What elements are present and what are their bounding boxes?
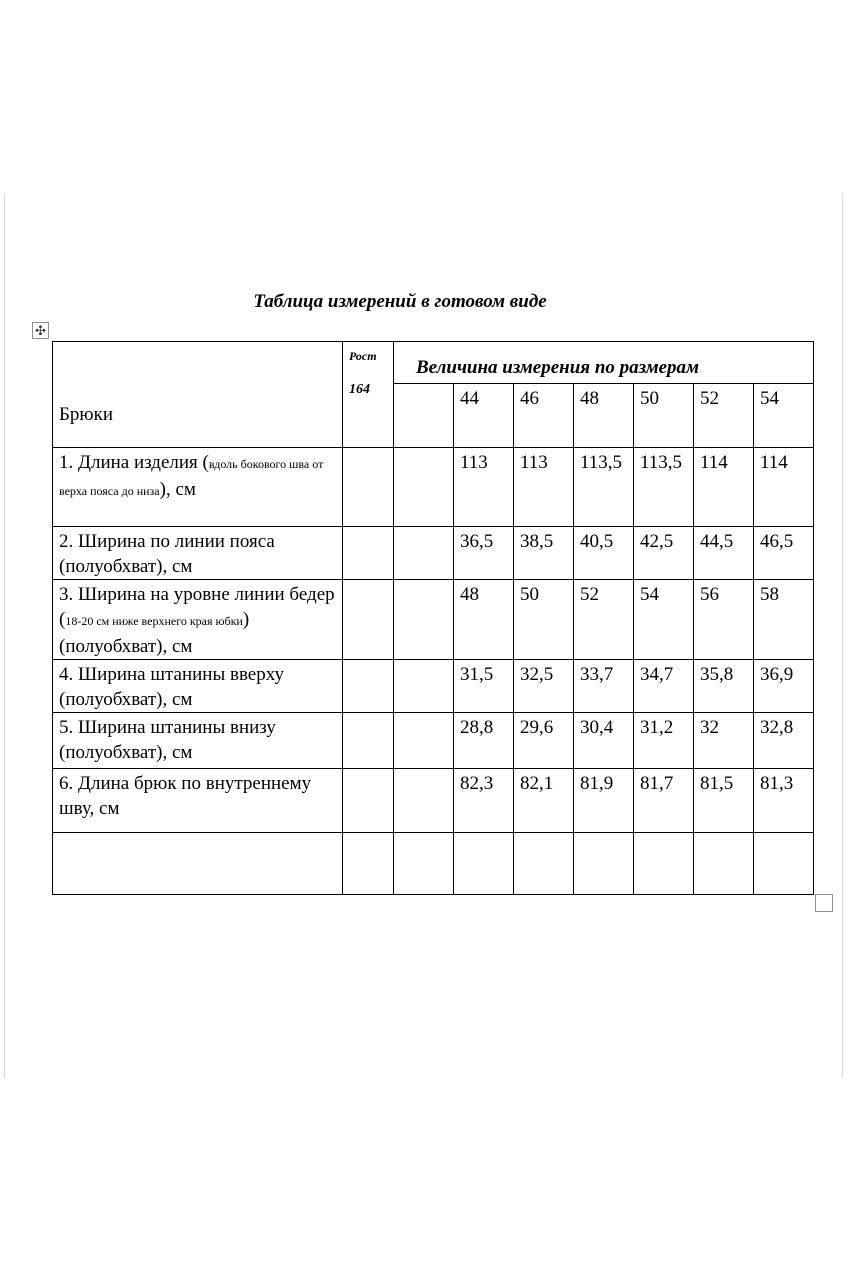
empty-cell — [53, 833, 343, 895]
empty-cell — [694, 833, 754, 895]
page-edge-right — [842, 193, 843, 1078]
value-cell: 113 — [454, 448, 514, 527]
table-row — [53, 769, 814, 833]
value-cell: 35,8 — [694, 660, 754, 713]
value-cell: 81,7 — [634, 769, 694, 833]
value-cell: 46,5 — [754, 527, 814, 580]
value-cell: 81,9 — [574, 769, 634, 833]
table-resize-handle-icon[interactable] — [815, 894, 833, 912]
height-value-cell — [343, 660, 394, 713]
row-label: 1. Длина изделия (вдоль бокового шва от верха пояса до низа), см — [53, 448, 343, 527]
empty-cell — [574, 833, 634, 895]
size-blank-cell — [394, 384, 454, 448]
value-cell: 113,5 — [634, 448, 694, 527]
height-value-cell — [343, 448, 394, 527]
empty-cell — [394, 833, 454, 895]
value-cell: 114 — [754, 448, 814, 527]
product-label-cell — [53, 342, 343, 448]
value-cell: 48 — [454, 580, 514, 660]
page-edge-left — [4, 193, 5, 1078]
row-label: 3. Ширина на уровне линии бедер (18-20 см ниже верхнего края юбки) (полуобхват), см — [53, 580, 343, 660]
value-cell: 113,5 — [574, 448, 634, 527]
product-label: Брюки — [59, 404, 114, 425]
value-cell: 32,5 — [514, 660, 574, 713]
value-cell: 33,7 — [574, 660, 634, 713]
size-header-52: 52 — [694, 384, 754, 448]
size-header-54: 54 — [754, 384, 814, 448]
empty-cell — [514, 833, 574, 895]
value-cell: 36,5 — [454, 527, 514, 580]
blank-cell — [394, 713, 454, 769]
table-move-handle-icon[interactable]: ✣ — [32, 322, 49, 339]
row-label: 4. Ширина штанины вверху (полуобхват), см — [53, 660, 343, 713]
value-cell: 44,5 — [694, 527, 754, 580]
size-header-50: 50 — [634, 384, 694, 448]
value-cell: 56 — [694, 580, 754, 660]
size-header-46: 46 — [514, 384, 574, 448]
height-value-cell — [343, 713, 394, 769]
table-row — [53, 527, 814, 580]
measurement-table — [52, 341, 814, 895]
value-cell: 40,5 — [574, 527, 634, 580]
value-cell: 36,9 — [754, 660, 814, 713]
table-row — [53, 448, 814, 527]
empty-cell — [634, 833, 694, 895]
empty-cell — [754, 833, 814, 895]
table-row-empty — [53, 833, 814, 895]
height-value: 164 — [349, 382, 370, 397]
value-cell: 32 — [694, 713, 754, 769]
height-value-cell — [343, 580, 394, 660]
blank-cell — [394, 769, 454, 833]
value-cell: 81,3 — [754, 769, 814, 833]
value-cell: 30,4 — [574, 713, 634, 769]
value-cell: 38,5 — [514, 527, 574, 580]
size-header-48: 48 — [574, 384, 634, 448]
table-row — [53, 580, 814, 660]
value-cell: 34,7 — [634, 660, 694, 713]
empty-cell — [343, 833, 394, 895]
value-cell: 58 — [754, 580, 814, 660]
value-cell: 54 — [634, 580, 694, 660]
table-row — [53, 713, 814, 769]
height-value-cell — [343, 527, 394, 580]
row-label: 6. Длина брюк по внутреннему шву, см — [53, 769, 343, 833]
empty-cell — [454, 833, 514, 895]
blank-cell — [394, 448, 454, 527]
value-cell: 82,1 — [514, 769, 574, 833]
value-cell: 32,8 — [754, 713, 814, 769]
blank-cell — [394, 527, 454, 580]
height-value-cell — [343, 769, 394, 833]
value-cell: 81,5 — [694, 769, 754, 833]
value-cell: 82,3 — [454, 769, 514, 833]
table-row — [53, 660, 814, 713]
value-cell: 42,5 — [634, 527, 694, 580]
blank-cell — [394, 580, 454, 660]
size-header-44: 44 — [454, 384, 514, 448]
value-cell: 113 — [514, 448, 574, 527]
value-cell: 31,5 — [454, 660, 514, 713]
blank-cell — [394, 660, 454, 713]
height-cell — [343, 342, 394, 448]
document-title: Таблица измерений в готовом виде — [253, 291, 547, 312]
row-label: 5. Ширина штанины внизу (полуобхват), см — [53, 713, 343, 769]
value-cell: 28,8 — [454, 713, 514, 769]
value-cell: 50 — [514, 580, 574, 660]
value-cell: 29,6 — [514, 713, 574, 769]
size-group-header: Величина измерения по размерам — [394, 342, 814, 384]
value-cell: 52 — [574, 580, 634, 660]
row-label: 2. Ширина по линии пояса (полуобхват), см — [53, 527, 343, 580]
value-cell: 114 — [694, 448, 754, 527]
value-cell: 31,2 — [634, 713, 694, 769]
height-label: Рост — [349, 349, 377, 363]
